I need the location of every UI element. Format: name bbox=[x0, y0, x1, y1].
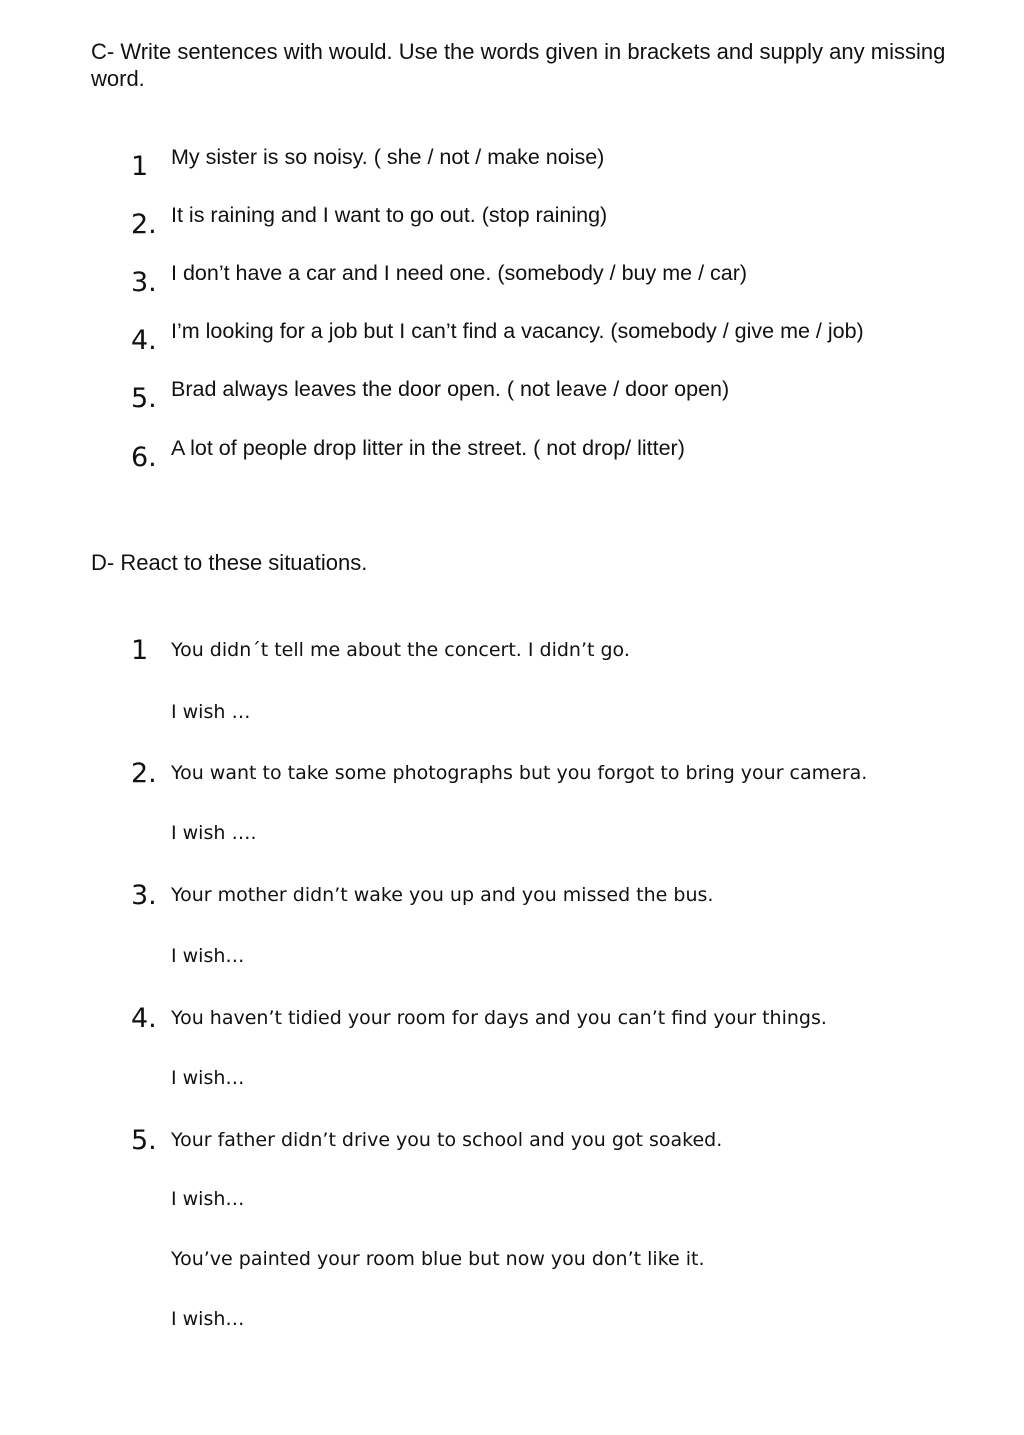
item-text: It is raining and I want to go out. (stop raining) bbox=[171, 203, 608, 227]
item-number: 6. bbox=[131, 442, 157, 473]
item-text: Your father didn’t drive you to school and you got soaked. bbox=[171, 1129, 723, 1151]
section-d-item-1-prompt: I wish … bbox=[171, 701, 251, 723]
section-d-item-4-prompt: I wish… bbox=[171, 1067, 245, 1089]
section-c-heading-line2: word. bbox=[91, 66, 145, 91]
item-text: Brad always leaves the door open. ( not leave / door open) bbox=[171, 377, 730, 401]
item-number: 4. bbox=[131, 1003, 157, 1034]
section-d-item-2-prompt: I wish …. bbox=[171, 822, 257, 844]
item-text: Your mother didn’t wake you up and you missed the bus. bbox=[171, 884, 714, 906]
item-number: 3. bbox=[131, 267, 157, 298]
item-number: 4. bbox=[131, 325, 157, 356]
item-number: 2. bbox=[131, 209, 157, 240]
section-c-heading bbox=[91, 38, 1021, 92]
item-text: You didn´t tell me about the concert. I didn’t go. bbox=[171, 639, 630, 661]
item-number: 1 bbox=[131, 635, 149, 666]
section-d-extra-text: You’ve painted your room blue but now you don’t like it. bbox=[171, 1248, 705, 1270]
item-number: 2. bbox=[131, 758, 157, 789]
item-text: A lot of people drop litter in the street. ( not drop/ litter) bbox=[171, 436, 685, 460]
item-text: I don’t have a car and I need one. (somebody / buy me / car) bbox=[171, 261, 748, 285]
section-d-extra-prompt: I wish… bbox=[171, 1308, 245, 1330]
section-d-item-5-prompt: I wish… bbox=[171, 1188, 245, 1210]
item-text: You haven’t tidied your room for days and you can’t find your things. bbox=[171, 1007, 827, 1029]
item-text: You want to take some photographs but you forgot to bring your camera. bbox=[171, 762, 868, 784]
section-d-heading: D- React to these situations. bbox=[91, 550, 368, 575]
item-text: My sister is so noisy. ( she / not / make noise) bbox=[171, 145, 605, 169]
item-number: 5. bbox=[131, 383, 157, 414]
item-number: 5. bbox=[131, 1125, 157, 1156]
item-number: 3. bbox=[131, 880, 157, 911]
item-text: I’m looking for a job but I can’t find a vacancy. (somebody / give me / job) bbox=[171, 319, 864, 343]
section-c-heading-line1: C- Write sentences with would. Use the words given in brackets and supply any missing bbox=[91, 39, 946, 64]
section-d-item-3-prompt: I wish… bbox=[171, 945, 245, 967]
item-number: 1 bbox=[131, 151, 149, 182]
